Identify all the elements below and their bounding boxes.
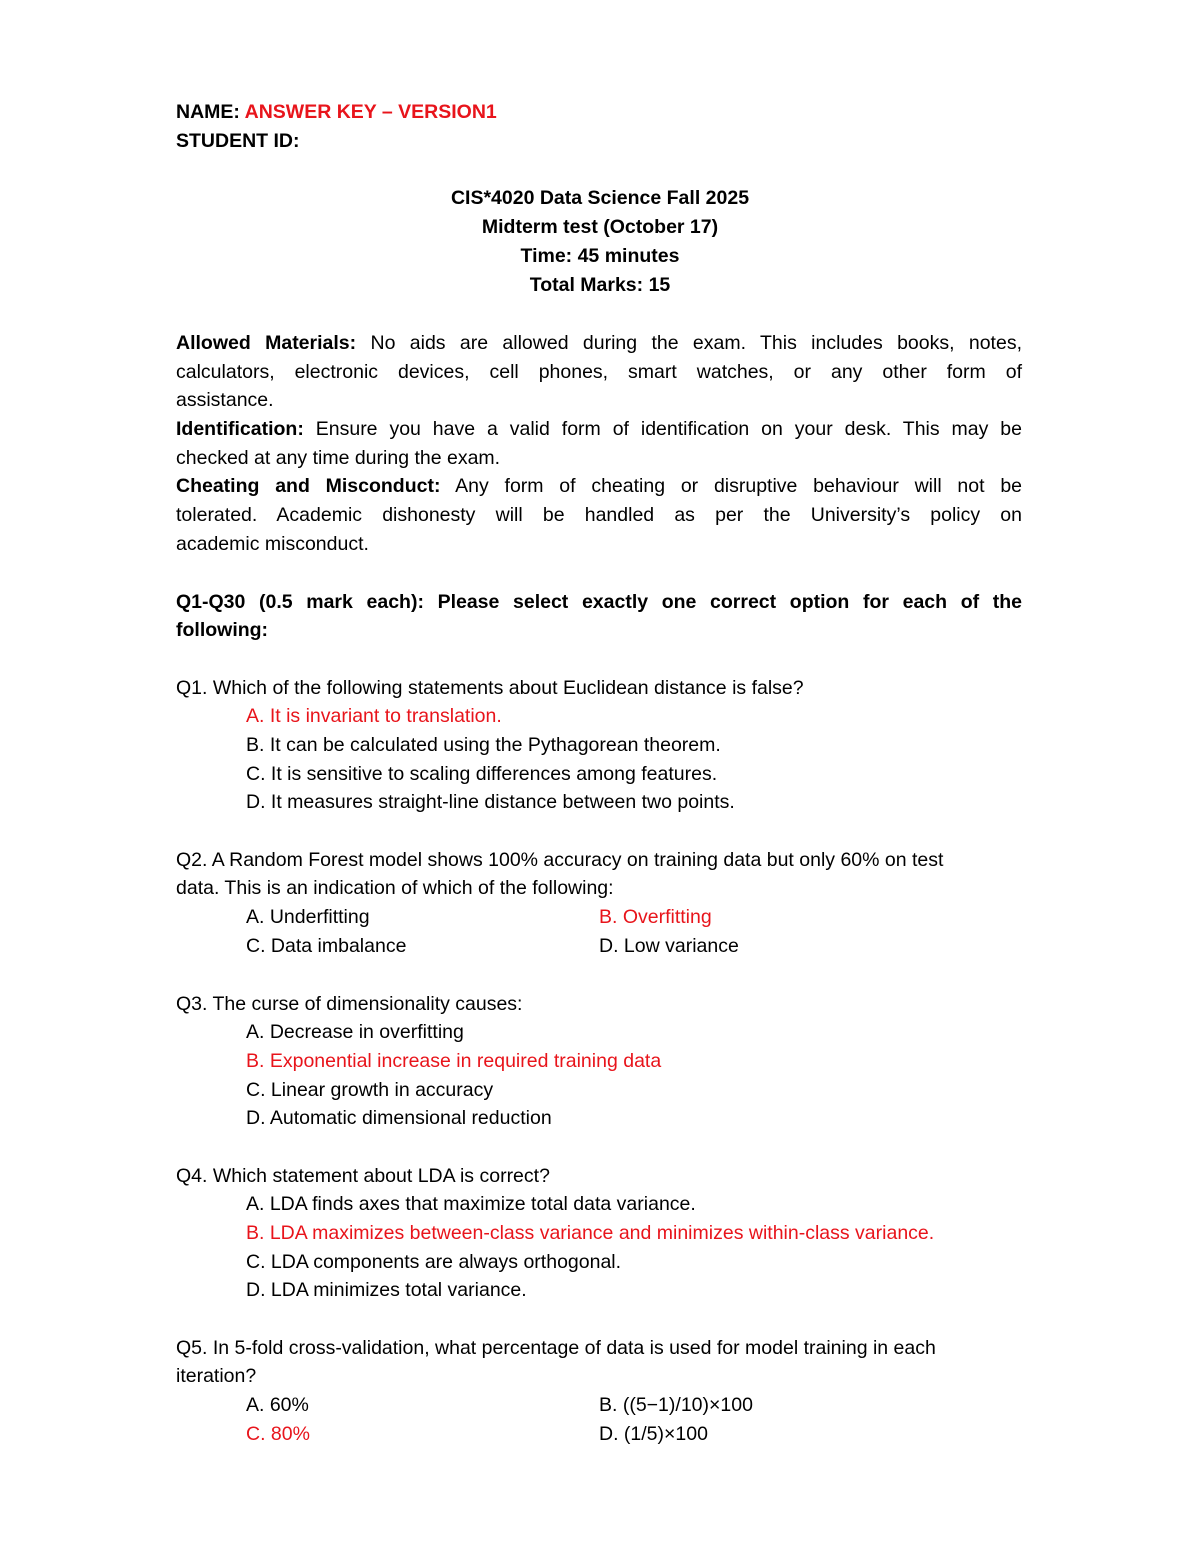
q3-option-d: D. Automatic dimensional reduction [246, 1107, 552, 1129]
allowed-materials-line1 [176, 331, 1022, 355]
student-id-label: STUDENT ID: [176, 130, 300, 152]
q5-text-line1: Q5. In 5-fold cross-validation, what percentage of data is used for model training in each [176, 1337, 936, 1359]
cheating-line3: academic misconduct. [176, 533, 369, 555]
name-value: ANSWER KEY – VERSION1 [244, 101, 497, 123]
q1-option-a: A. It is invariant to translation. [246, 705, 502, 727]
q2-option-a: A. Underfitting [246, 906, 370, 928]
identification-text: Ensure you have a valid form of identification on your desk. This may be [303, 418, 1022, 440]
cheating-text: Any form of cheating or disruptive behaviour will not be [440, 475, 1023, 497]
q1-option-b: B. It can be calculated using the Pythagorean theorem. [246, 734, 721, 756]
section-heading-line1: Q1-Q30 (0.5 mark each): Please select exactly one correct option for each of the [176, 591, 1022, 613]
q3-option-b: B. Exponential increase in required training data [246, 1050, 662, 1072]
identification-label: Identification: [176, 418, 304, 440]
q2-option-d: D. Low variance [599, 935, 739, 957]
q3-option-c: C. Linear growth in accuracy [246, 1079, 494, 1101]
q5-option-c: C. 80% [246, 1423, 310, 1445]
name-line [176, 100, 497, 124]
q4-option-c: C. LDA components are always orthogonal. [246, 1251, 622, 1273]
allowed-materials-line2: calculators, electronic devices, cell phones, smart watches, or any other form of [176, 361, 1022, 383]
q1-option-c: C. It is sensitive to scaling differences among features. [246, 763, 718, 785]
cheating-line1 [176, 474, 1022, 498]
q3-text: Q3. The curse of dimensionality causes: [176, 993, 523, 1015]
q5-option-b: B. ((5−1)/10)×100 [599, 1394, 753, 1416]
total-marks: Total Marks: 15 [529, 274, 671, 296]
identification-line2: checked at any time during the exam. [176, 447, 501, 469]
time-limit: Time: 45 minutes [520, 245, 680, 267]
name-label: NAME: [176, 101, 240, 123]
test-title: Midterm test (October 17) [481, 216, 719, 238]
q5-option-d: D. (1/5)×100 [599, 1423, 708, 1445]
q2-text-line2: data. This is an indication of which of the following: [176, 877, 614, 899]
allowed-materials-line3: assistance. [176, 389, 274, 411]
q2-text-line1: Q2. A Random Forest model shows 100% accuracy on training data but only 60% on test [176, 849, 944, 871]
q4-option-a: A. LDA finds axes that maximize total data variance. [246, 1193, 696, 1215]
course-title: CIS*4020 Data Science Fall 2025 [450, 187, 750, 209]
q5-text-line2: iteration? [176, 1365, 257, 1387]
section-heading-line2: following: [176, 619, 269, 641]
q2-option-c: C. Data imbalance [246, 935, 407, 957]
q3-option-a: A. Decrease in overfitting [246, 1021, 464, 1043]
identification-line1 [176, 417, 1022, 441]
q4-option-d: D. LDA minimizes total variance. [246, 1279, 527, 1301]
cheating-line2: tolerated. Academic dishonesty will be handled as per the University’s policy on [176, 504, 1022, 526]
q4-option-b: B. LDA maximizes between-class variance and minimizes within-class variance. [246, 1222, 935, 1244]
q5-option-a: A. 60% [246, 1394, 309, 1416]
q4-text: Q4. Which statement about LDA is correct? [176, 1165, 550, 1187]
allowed-materials-text: No aids are allowed during the exam. This includes books, notes, [356, 332, 1022, 354]
q1-option-d: D. It measures straight-line distance between two points. [246, 791, 735, 813]
q2-option-b: B. Overfitting [599, 906, 712, 928]
q1-text: Q1. Which of the following statements about Euclidean distance is false? [176, 677, 804, 699]
cheating-label: Cheating and Misconduct: [176, 475, 441, 497]
allowed-materials-label: Allowed Materials: [176, 332, 357, 354]
